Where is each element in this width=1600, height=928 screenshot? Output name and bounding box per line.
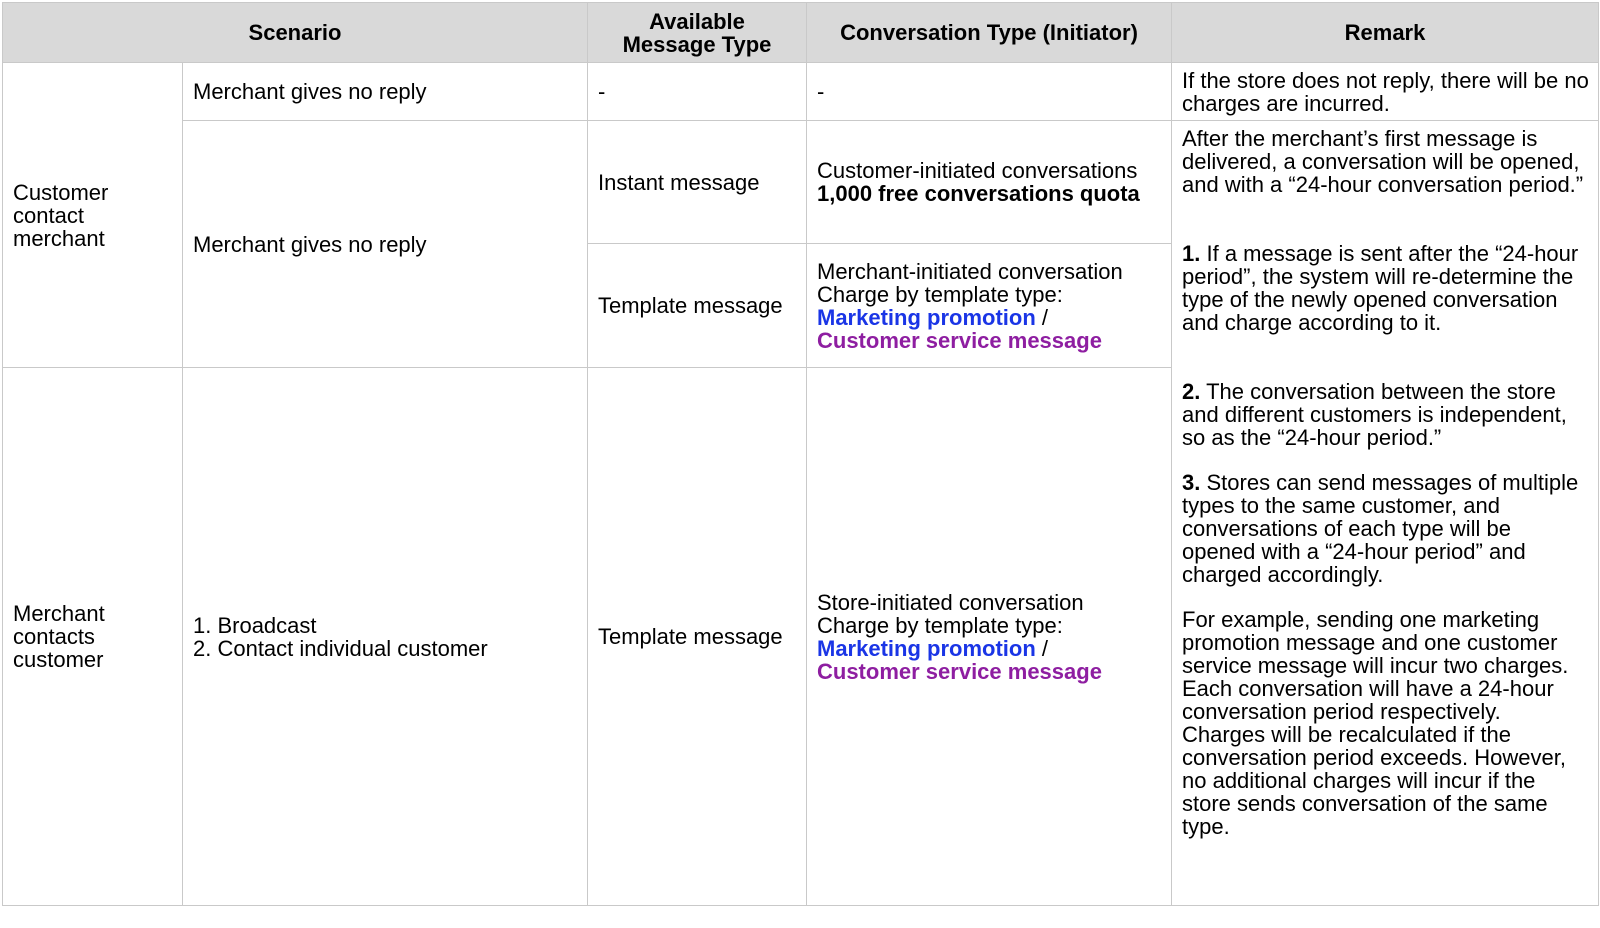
- header-remark: Remark: [1172, 3, 1599, 63]
- group-customer-contact-merchant: Customer contact merchant: [3, 63, 183, 368]
- message-type-cell: Template message: [588, 368, 807, 906]
- customer-service-label: Customer service message: [817, 327, 1102, 353]
- scenario-cell: Merchant gives no reply: [183, 121, 588, 368]
- marketing-promotion-label: Marketing promotion: [817, 304, 1036, 330]
- scenario-individual: 2. Contact individual customer: [193, 635, 488, 661]
- message-type-cell: -: [588, 63, 807, 121]
- header-conversation-type: Conversation Type (Initiator): [807, 3, 1172, 63]
- charge-rule: Charge by template type:: [817, 281, 1063, 307]
- remark-intro: After the merchant’s first message is delivered, a conversation will be opened, and with a “24-hour conversation period.”: [1182, 126, 1584, 197]
- remark-example: For example, sending one marketing promotion message and one customer service message will incur two charges. Each conversation will have a 24-hour conversation period respectively. Charges will be recalculated if the conversation period exceeds. However, no additional charges will incur if the store sends conversation of the same type.: [1182, 607, 1569, 839]
- conversation-type-cell: Merchant-initiated conversation Charge by template type: Marketing promotion / Customer service message: [807, 244, 1172, 368]
- marketing-promotion-label: Marketing promotion: [817, 635, 1036, 661]
- remark-point-1: 1. If a message is sent after the “24-hour period”, the system will re-determine the type of the newly opened conversation and charge according to it.: [1182, 241, 1579, 335]
- pricing-table-page: [2, 2, 1598, 926]
- remark-cell: If the store does not reply, there will be no charges are incurred.: [1172, 63, 1599, 121]
- charge-rule: Charge by template type:: [817, 612, 1063, 638]
- message-type-cell: Instant message: [588, 121, 807, 244]
- header-row: [3, 3, 1599, 63]
- scenario-cell: [183, 368, 588, 906]
- table-row: [3, 121, 1599, 244]
- group-merchant-contacts-customer: Merchant contacts customer: [3, 368, 183, 906]
- header-scenario: Scenario: [3, 3, 588, 63]
- table-row: [3, 63, 1599, 121]
- conversation-initiator: Store-initiated conversation: [817, 589, 1084, 615]
- remark-cell-main: [1172, 121, 1599, 906]
- conversation-initiator: Customer-initiated conversations: [817, 158, 1138, 183]
- conversation-initiator: Merchant-initiated conversation: [817, 258, 1123, 284]
- remark-point-3: 3. Stores can send messages of multiple types to the same customer, and conversations of each type will be opened with a “24-hour period” and charged accordingly.: [1182, 470, 1579, 587]
- customer-service-label: Customer service message: [817, 658, 1102, 684]
- pricing-table: [2, 2, 1599, 906]
- conversation-type-cell: [807, 121, 1172, 244]
- header-message-type: Available Message Type: [588, 3, 807, 63]
- free-quota-text: 1,000 free conversations quota: [817, 181, 1140, 206]
- message-type-cell: Template message: [588, 244, 807, 368]
- conversation-type-cell: Store-initiated conversation Charge by template type: Marketing promotion / Customer service message: [807, 368, 1172, 906]
- scenario-broadcast: 1. Broadcast: [193, 612, 317, 638]
- conversation-type-cell: -: [807, 63, 1172, 121]
- remark-point-2: 2. The conversation between the store and different customers is independent, so as the “24-hour period.”: [1182, 379, 1567, 450]
- scenario-cell: Merchant gives no reply: [183, 63, 588, 121]
